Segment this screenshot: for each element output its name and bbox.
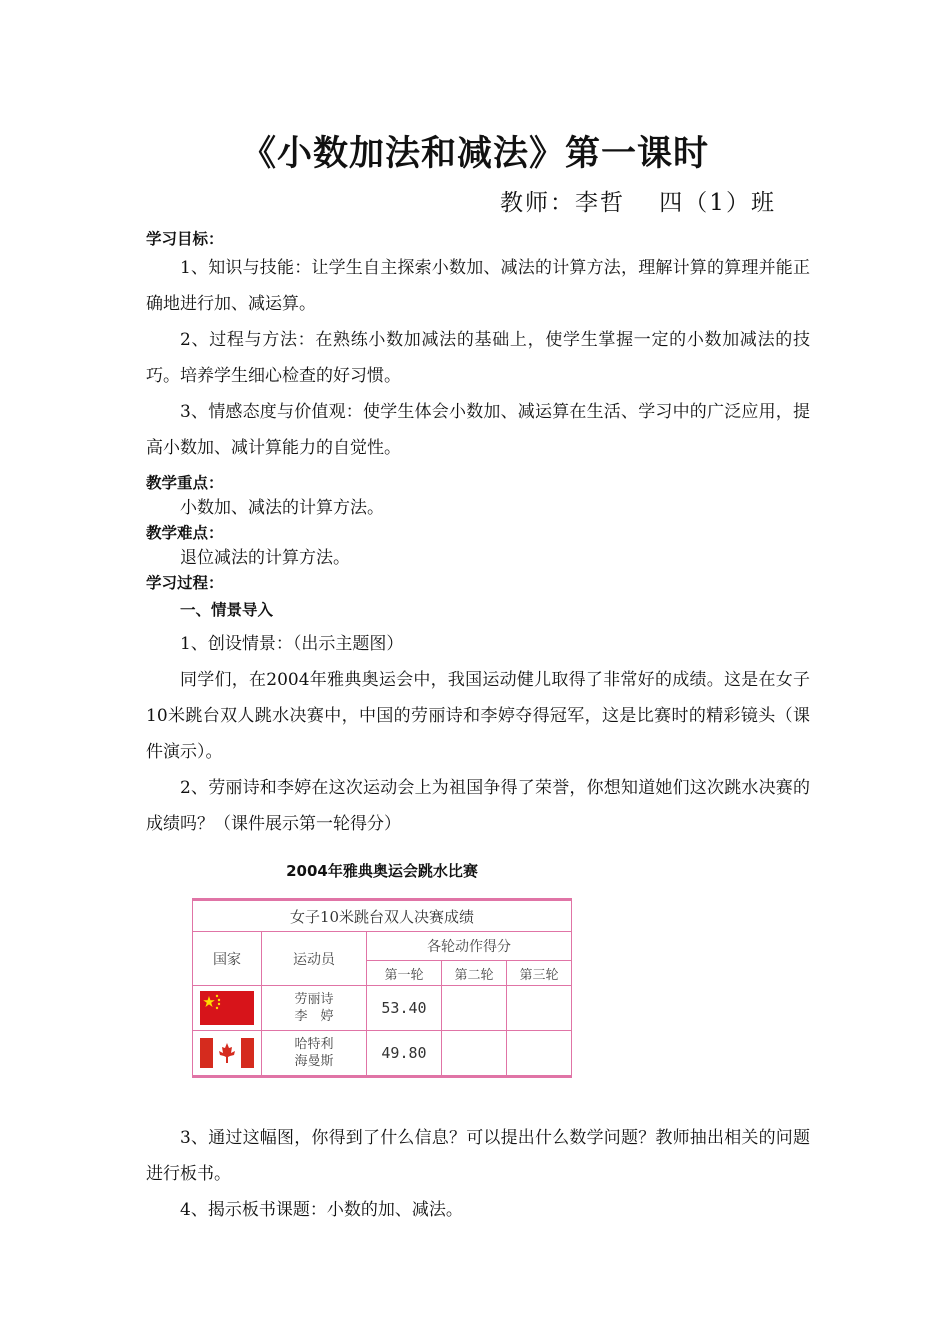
score-round-3	[506, 1031, 571, 1077]
round-label: 第二轮	[441, 961, 506, 986]
canada-flag-icon	[200, 1038, 254, 1068]
key-point-heading: 教学重点：	[146, 474, 224, 492]
diving-score-figure	[186, 856, 578, 1084]
score-round-2	[441, 986, 506, 1031]
athletes-cell	[262, 986, 367, 1031]
process-paragraph-5: 4、揭示板书课题：小数的加、减法。	[180, 1200, 463, 1220]
process-paragraph-1: 1、创设情景：（出示主题图）	[180, 634, 404, 654]
score-round-1: 53.40	[367, 986, 442, 1031]
round-label: 第三轮	[506, 961, 571, 986]
process-paragraph-3: 2、劳丽诗和李婷在这次运动会上为祖国争得了荣誉，你想知道她们这次跳水决赛的成绩吗？（课件展示第一轮得分）	[146, 778, 810, 834]
athlete-name: 李 婷	[294, 1009, 334, 1024]
difficulty-text: 退位减法的计算方法。	[180, 548, 350, 568]
athlete-name: 劳丽诗	[294, 992, 334, 1007]
athletes-cell	[262, 1031, 367, 1077]
document-body	[146, 228, 810, 842]
section-intro-heading: 一、情景导入	[180, 601, 274, 619]
document-body-continued	[146, 1120, 810, 1228]
table-row	[193, 986, 572, 1031]
figure-title: 2004年雅典奥运会跳水比赛	[286, 862, 478, 880]
score-table	[192, 898, 572, 1078]
process-paragraph-2: 同学们，在2004年雅典奥运会中，我国运动健儿取得了非常好的成绩。这是在女子10米跳台双人跳水决赛中，中国的劳丽诗和李婷夺得冠军，这是比赛时的精彩镜头（课件演示）。	[146, 670, 810, 762]
table-caption: 女子10米跳台双人决赛成绩	[193, 900, 572, 932]
col-rounds: 各轮动作得分	[367, 932, 572, 961]
china-flag-icon	[200, 991, 254, 1025]
document-title: 《小数加法和减法》第一课时	[240, 133, 709, 174]
score-round-2	[441, 1031, 506, 1077]
objective-1: 1、知识与技能：让学生自主探索小数加、减法的计算方法，理解计算的算理并能正确地进行加、减运算。	[146, 258, 810, 314]
process-heading: 学习过程：	[146, 574, 224, 592]
col-country: 国家	[193, 932, 262, 986]
country-cell	[193, 1031, 262, 1077]
table-row	[193, 1031, 572, 1077]
score-round-1: 49.80	[367, 1031, 442, 1077]
difficulty-heading: 教学难点：	[146, 524, 224, 542]
athlete-name: 哈特利	[294, 1037, 334, 1052]
key-point-text: 小数加、减法的计算方法。	[180, 498, 384, 518]
teacher-line: 教师：李哲 四（1）班	[500, 190, 776, 216]
score-round-3	[506, 986, 571, 1031]
athlete-name: 海曼斯	[294, 1054, 334, 1069]
round-label: 第一轮	[367, 961, 442, 986]
objectives-heading: 学习目标：	[146, 230, 224, 248]
process-paragraph-4: 3、通过这幅图，你得到了什么信息？可以提出什么数学问题？教师抽出相关的问题进行板书。	[146, 1128, 810, 1184]
objective-2: 2、过程与方法：在熟练小数加减法的基础上，使学生掌握一定的小数加减法的技巧。培养学生细心检查的好习惯。	[146, 330, 810, 386]
country-cell	[193, 986, 262, 1031]
objective-3: 3、情感态度与价值观：使学生体会小数加、减运算在生活、学习中的广泛应用，提高小数加、减计算能力的自觉性。	[146, 402, 810, 458]
col-athletes: 运动员	[262, 932, 367, 986]
